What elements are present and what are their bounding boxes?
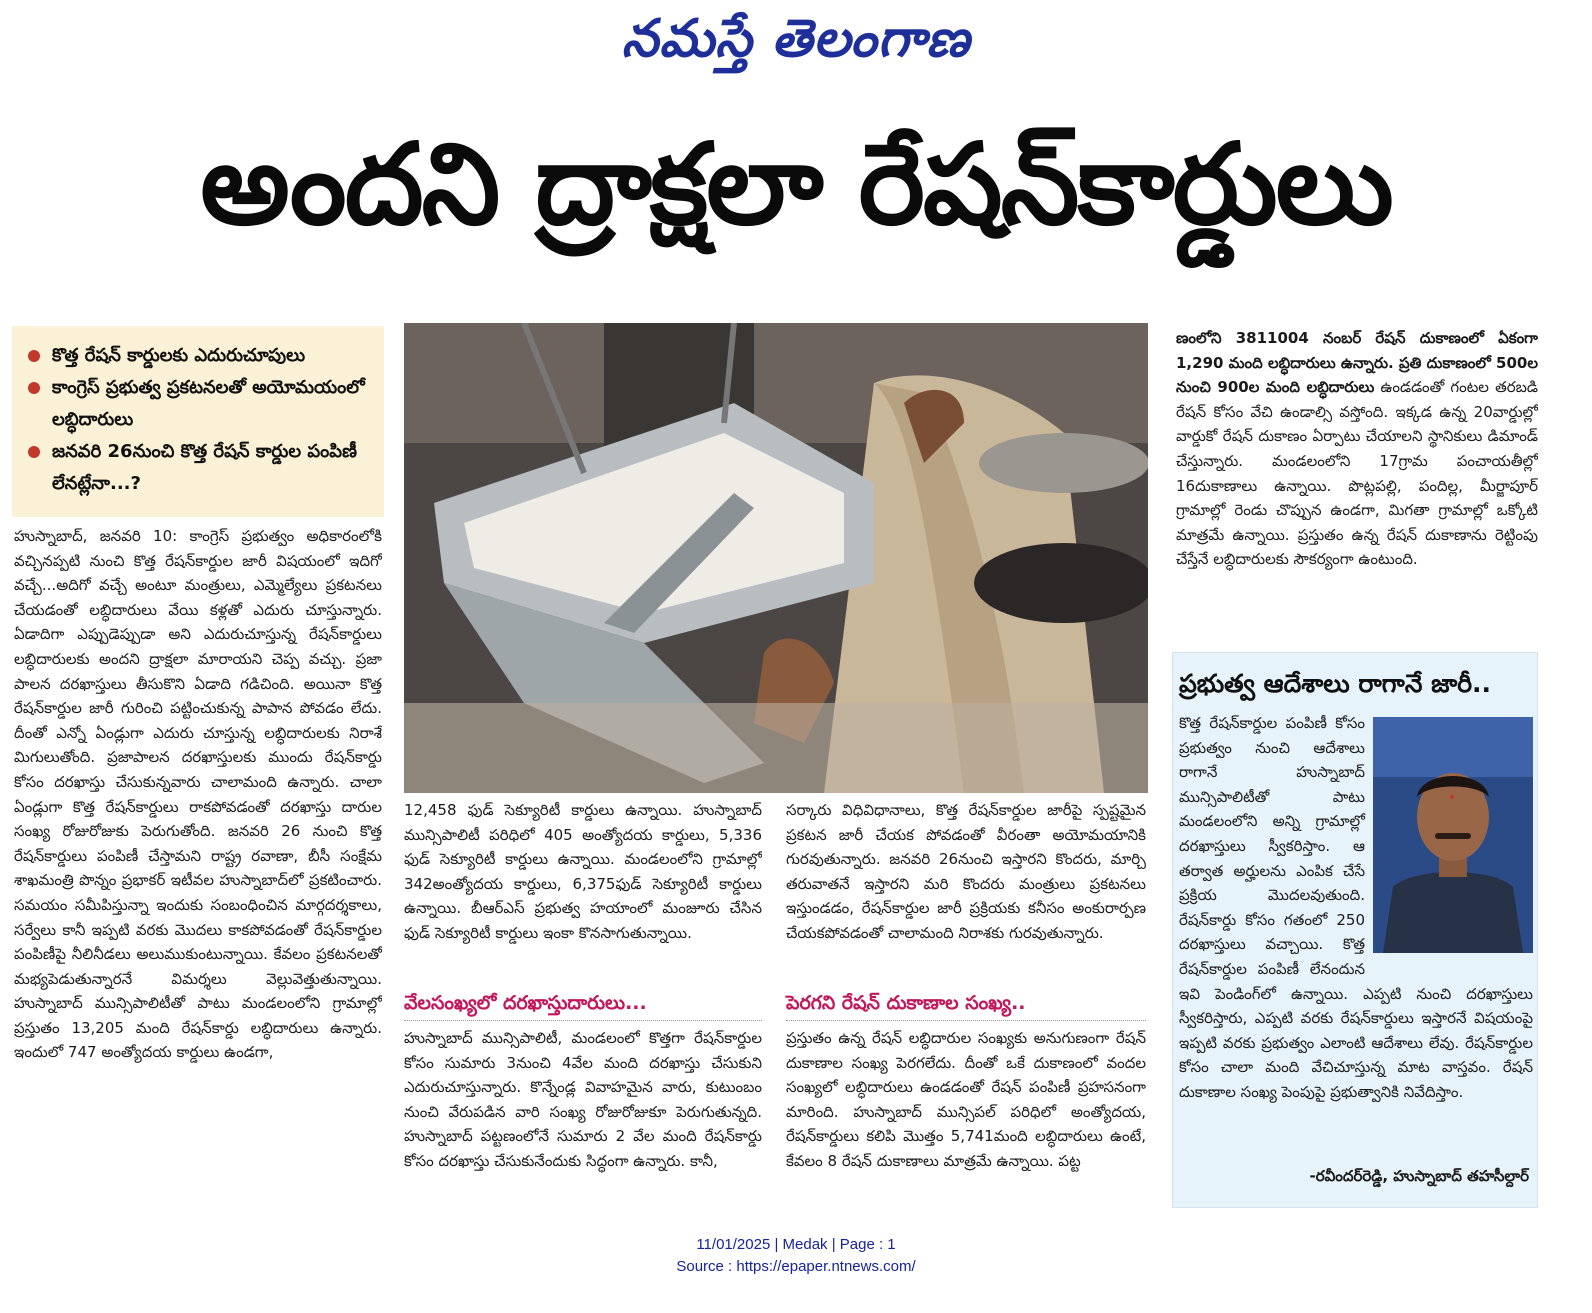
article-paragraph: ప్రస్తుతం ఉన్న రేషన్ లబ్ధిదారుల సంఖ్యకు అనుగుణంగా రేషన్ దుకాణాల సంఖ్య పెరగలేదు. దీంతో ఒకే దుకాణంలో వందల సంఖ్యలో లబ్ధిదారులు ఉండడంతో రేషన్ పంపిణీ ప్రహసనంగా మారింది. హుస్నాబాద్ మున్సిపల్ పరిధిలో అంత్యోదయ, రేషన్‌కార్డులు కలిపి మొత్తం 5,741మంది లబ్ధిదారులు ఉంటే, కేవలం 8 రేషన్ దుకాణాలు మాత్రమే ఉన్నాయి. పట్ట bbox=[786, 1029, 1146, 1170]
quote-paragraph: కొత్త రేషన్‌కార్డుల పంపిణీ కోసం ప్రభుత్వం నుంచి ఆదేశాలు రాగానే హుస్నాబాద్ మున్సిపాలిటీతో పాటు మండలంలోని అన్ని గ్రామాల్లో దరఖాస్తులు స్వీకరిస్తాం. ఆ తర్వాత అర్హులను ఎంపిక చేసే ప్రక్రియ మొదలవుతుంది. రేషన్‌కార్డు కోసం గతంలో 250 దరఖాస్తులు వచ్చాయి. కొత్త రేషన్‌కార్డుల పంపిణీ లేనందున ఇవి పెండింగ్‌లో ఉన్నాయి. ఎప్పటి నుంచి దరఖాస్తులు స్వీకరిస్తారు, ఎప్పటి వరకు రేషన్‌కార్డులు ఇస్తారనే విషయంపై ఇప్పటి వరకు ప్రభుత్వం ఎలాంటి ఆదేశాలు లేవు. రేషన్‌కార్డుల కోసం చాలా మంది వేచిచూస్తున్న మాట వాస్తవం. రేషన్ దుకాణాల సంఖ్య పెంపుపై ప్రభుత్వానికి నివేదిస్తాం. bbox=[1179, 714, 1533, 1101]
subheading-applicants: వేలసంఖ్యలో దరఖాస్తుదారులు... bbox=[404, 992, 647, 1014]
article-column-3b bbox=[786, 1026, 1146, 1216]
subheading-ration-shops: పెరగని రేషన్ దుకాణాల సంఖ్య.. bbox=[786, 992, 1026, 1014]
photo-illustration bbox=[404, 323, 1148, 793]
bullet-dot-icon bbox=[28, 446, 40, 458]
article-column-1 bbox=[14, 524, 382, 1216]
quote-box-title: ప్రభుత్వ ఆదేశాలు రాగానే జారీ.. bbox=[1179, 669, 1492, 698]
highlight-text: కొత్త రేషన్ కార్డులకు ఎదురుచూపులు bbox=[52, 345, 306, 366]
article-paragraph: హుస్నాబాద్, జనవరి 10: కాంగ్రెస్ ప్రభుత్వం అధికారంలోకి వచ్చినప్పటి నుంచి కొత్త రేషన్‌కార్డుల జారీ విషయంలో ఇదిగో వచ్చే...అదిగో వచ్చే అంటూ మంత్రులు, ఎమ్మెల్యేలు ప్రకటనలు చేయడంతో లబ్ధిదారులు వేయి కళ్లతో ఎదురు చూస్తున్నారు. ఏడాదిగా ఎప్పుడెప్పుడా అని ఎదురుచూస్తున్న రేషన్‌కార్డులు లబ్ధిదారులకు అందని ద్రాక్షలా మారాయని చెప్ప వచ్చు. ప్రజా పాలన దరఖాస్తులు తీసుకొని ఏడాది గడిచింది. అయినా కొత్త రేషన్‌కార్డుల జారీ గురించి పట్టించుకున్న పాపాన పోవడం లేదు. దీంతో ఎన్నో ఏండ్లుగా ఎదురు చూస్తున్న లబ్ధిదారులకు నిరాశే మిగులుతోంది. ప్రజాపాలన దరఖాస్తులకు ముందు రేషన్‌కార్డు కోసం దరఖాస్తు చేసుకున్నవారు చాలామంది ఉన్నారు. చాలా ఏండ్లుగా కొత్త రేషన్‌కార్డులు రాకపోవడంతో దరఖాస్తు దారుల సంఖ్య రోజురోజుకు పెరుగుతోంది. జనవరి 26 నుంచి కొత్త రేషన్‌కార్డులు పంపిణీ చేస్తామని రాష్ట్ర రవాణా, బీసీ సంక్షేమ శాఖమంత్రి పొన్నం ప్రభాకర్ ఇటీవల హుస్నాబాద్‌లో ప్రకటించారు. సమయం సమీపిస్తున్నా ఇందుకు సంబంధించిన మార్గదర్శకాలు, సర్వేలు కానీ ఇప్పటి వరకు మొదలు కాకపోవడంతో రేషన్‌కార్డుల పంపిణీపై నీలినీడలు అలుముకుంటున్నాయి. కేవలం ప్రకటనలతో మభ్యపెడుతున్నారనే విమర్శలు వెల్లువెత్తుతున్నాయి. హుస్నాబాద్ మున్సిపాలిటీతో పాటు మండలంలోని గ్రామాల్లో ప్రస్తుతం 13,205 మంది రేషన్‌కార్డు లబ్ధిదారులు ఉన్నారు. ఇందులో 747 అంత్యోదయ కార్డులు ఉండగా, bbox=[14, 527, 382, 1062]
highlight-text: కాంగ్రెస్ ప్రభుత్వ ప్రకటనలతో అయోమయంలో లబ్ధిదారులు bbox=[52, 377, 365, 430]
bullet-dot-icon bbox=[28, 350, 40, 362]
article-paragraph: సర్కారు విధివిధానాలు, కొత్త రేషన్‌కార్డుల జారీపై స్పష్టమైన ప్రకటన జారీ చేయక పోవడంతో వీరంతా అయోమయానికి గురవుతున్నారు. జనవరి 26నుంచి ఇస్తారని కొందరు, మార్చి తరువాతనే ఇస్తారని మరి కొందరు మంత్రులు ప్రకటనలు ఇస్తుండడం, రేషన్‌కార్డుల జారీ ప్రక్రియకు కనీసం అంకురార్పణ చేయకపోవడంతో చాలామంది నిరాశకు గురవుతున్నారు. bbox=[786, 801, 1146, 942]
footer-source-link[interactable]: Source : https://epaper.ntnews.com/ bbox=[676, 1258, 916, 1275]
ration-rice-photo bbox=[404, 323, 1148, 793]
article-paragraph: ఉండడంతో గంటల తరబడి రేషన్ కోసం వేచి ఉండాల్సి వస్తోంది. ఇక్కడ ఉన్న 20వార్డుల్లో వార్డుకో రేషన్ దుకాణం ఏర్పాటు చేయాలని స్థానికులు డిమాండ్ చేస్తున్నారు. మండలంలోని 17గ్రామ పంచాయతీల్లో 16దుకాణాలు ఉన్నాయి. పొట్లపల్లి, పందిల్ల, మీర్జాపూర్ గ్రామాల్లో రెండు చొప్పున ఉండగా, మిగతా గ్రామాల్లో ఒక్కోటి మాత్రమే ఉన్నాయి. ప్రస్తుతం ఉన్న రేషన్ దుకాణాను రెట్టింపు చేస్తేనే లబ్ధిదారులకు సౌకర్యంగా ఉంటుంది. bbox=[1176, 378, 1538, 569]
official-portrait-photo bbox=[1373, 717, 1533, 953]
headline: అందని ద్రాక్షలా రేషన్‌కార్డులు bbox=[200, 120, 1392, 250]
highlight-text: జనవరి 26నుంచి కొత్త రేషన్ కార్డుల పంపిణీ లేనట్లేనా...? bbox=[52, 441, 357, 494]
masthead-logo: నమస్తే తెలంగాణ bbox=[621, 8, 971, 69]
article-paragraph: 12,458 ఫుడ్ సెక్యూరిటీ కార్డులు ఉన్నాయి. హుస్నాబాద్ మున్సిపాలిటీ పరిధిలో 405 అంత్యోదయ కార్డులు, 5,336 ఫుడ్ సెక్యూరిటీ కార్డులు ఉన్నాయి. మండలంలోని గ్రామాల్లో 342అంత్యోదయ కార్డులు, 6,375ఫుడ్ సెక్యూరిటీ కార్డులు ఉన్నాయి. బీఆర్ఎస్ ప్రభుత్వ హయాంలో మంజూరు చేసిన ఫుడ్ సెక్యూరిటీ కార్డులు ఇంకా కొనసాగుతున్నాయి. bbox=[404, 801, 762, 942]
highlight-item bbox=[24, 372, 376, 436]
article-lead-text: ణంలోని 3811004 నంబర్ రేషన్ దుకాణంలో ఏకంగా 1,290 మంది లబ్ధిదారులు ఉన్నారు. ప్రతి దుకాణంలో 500ల నుంచి 900ల మంది లబ్ధిదారులు bbox=[1176, 329, 1538, 397]
highlight-item bbox=[24, 436, 376, 500]
article-column-4 bbox=[1176, 326, 1538, 646]
quote-box-body bbox=[1179, 711, 1533, 1171]
divider bbox=[404, 1020, 762, 1021]
bullet-dot-icon bbox=[28, 382, 40, 394]
article-paragraph: హుస్నాబాద్ మున్సిపాలిటీ, మండలంలో కొత్తగా రేషన్‌కార్డుల కోసం సుమారు 3నుంచి 4వేల మంది దరఖాస్తు చేసుకుని ఎదురుచూస్తున్నారు. కొన్నేండ్ల వివాహమైన వారు, కుటుంబం నుంచి వేరుపడిన వారి సంఖ్య రోజురోజుకూ పెరుగుతున్నది. హుస్నాబాద్ పట్టణంలోనే సుమారు 2 వేల మంది రేషన్‌కార్డు కోసం దరఖాస్తు చేసుకునేందుకు సిద్ధంగా ఉన్నారు. కానీ, bbox=[404, 1029, 762, 1170]
highlights-box bbox=[12, 326, 384, 517]
quote-signoff: -రవీందర్‌రెడ్డి, హుస్నాబాద్ తహసీల్దార్ bbox=[1309, 1167, 1529, 1185]
article-column-2 bbox=[404, 798, 762, 973]
portrait-illustration bbox=[1373, 717, 1533, 953]
footer-date-edition: 11/01/2025 | Medak | Page : 1 bbox=[696, 1236, 896, 1253]
article-column-2b bbox=[404, 1026, 762, 1216]
divider bbox=[786, 1020, 1146, 1021]
article-column-3 bbox=[786, 798, 1146, 973]
highlight-item bbox=[24, 340, 376, 372]
official-quote-box bbox=[1172, 652, 1538, 1208]
